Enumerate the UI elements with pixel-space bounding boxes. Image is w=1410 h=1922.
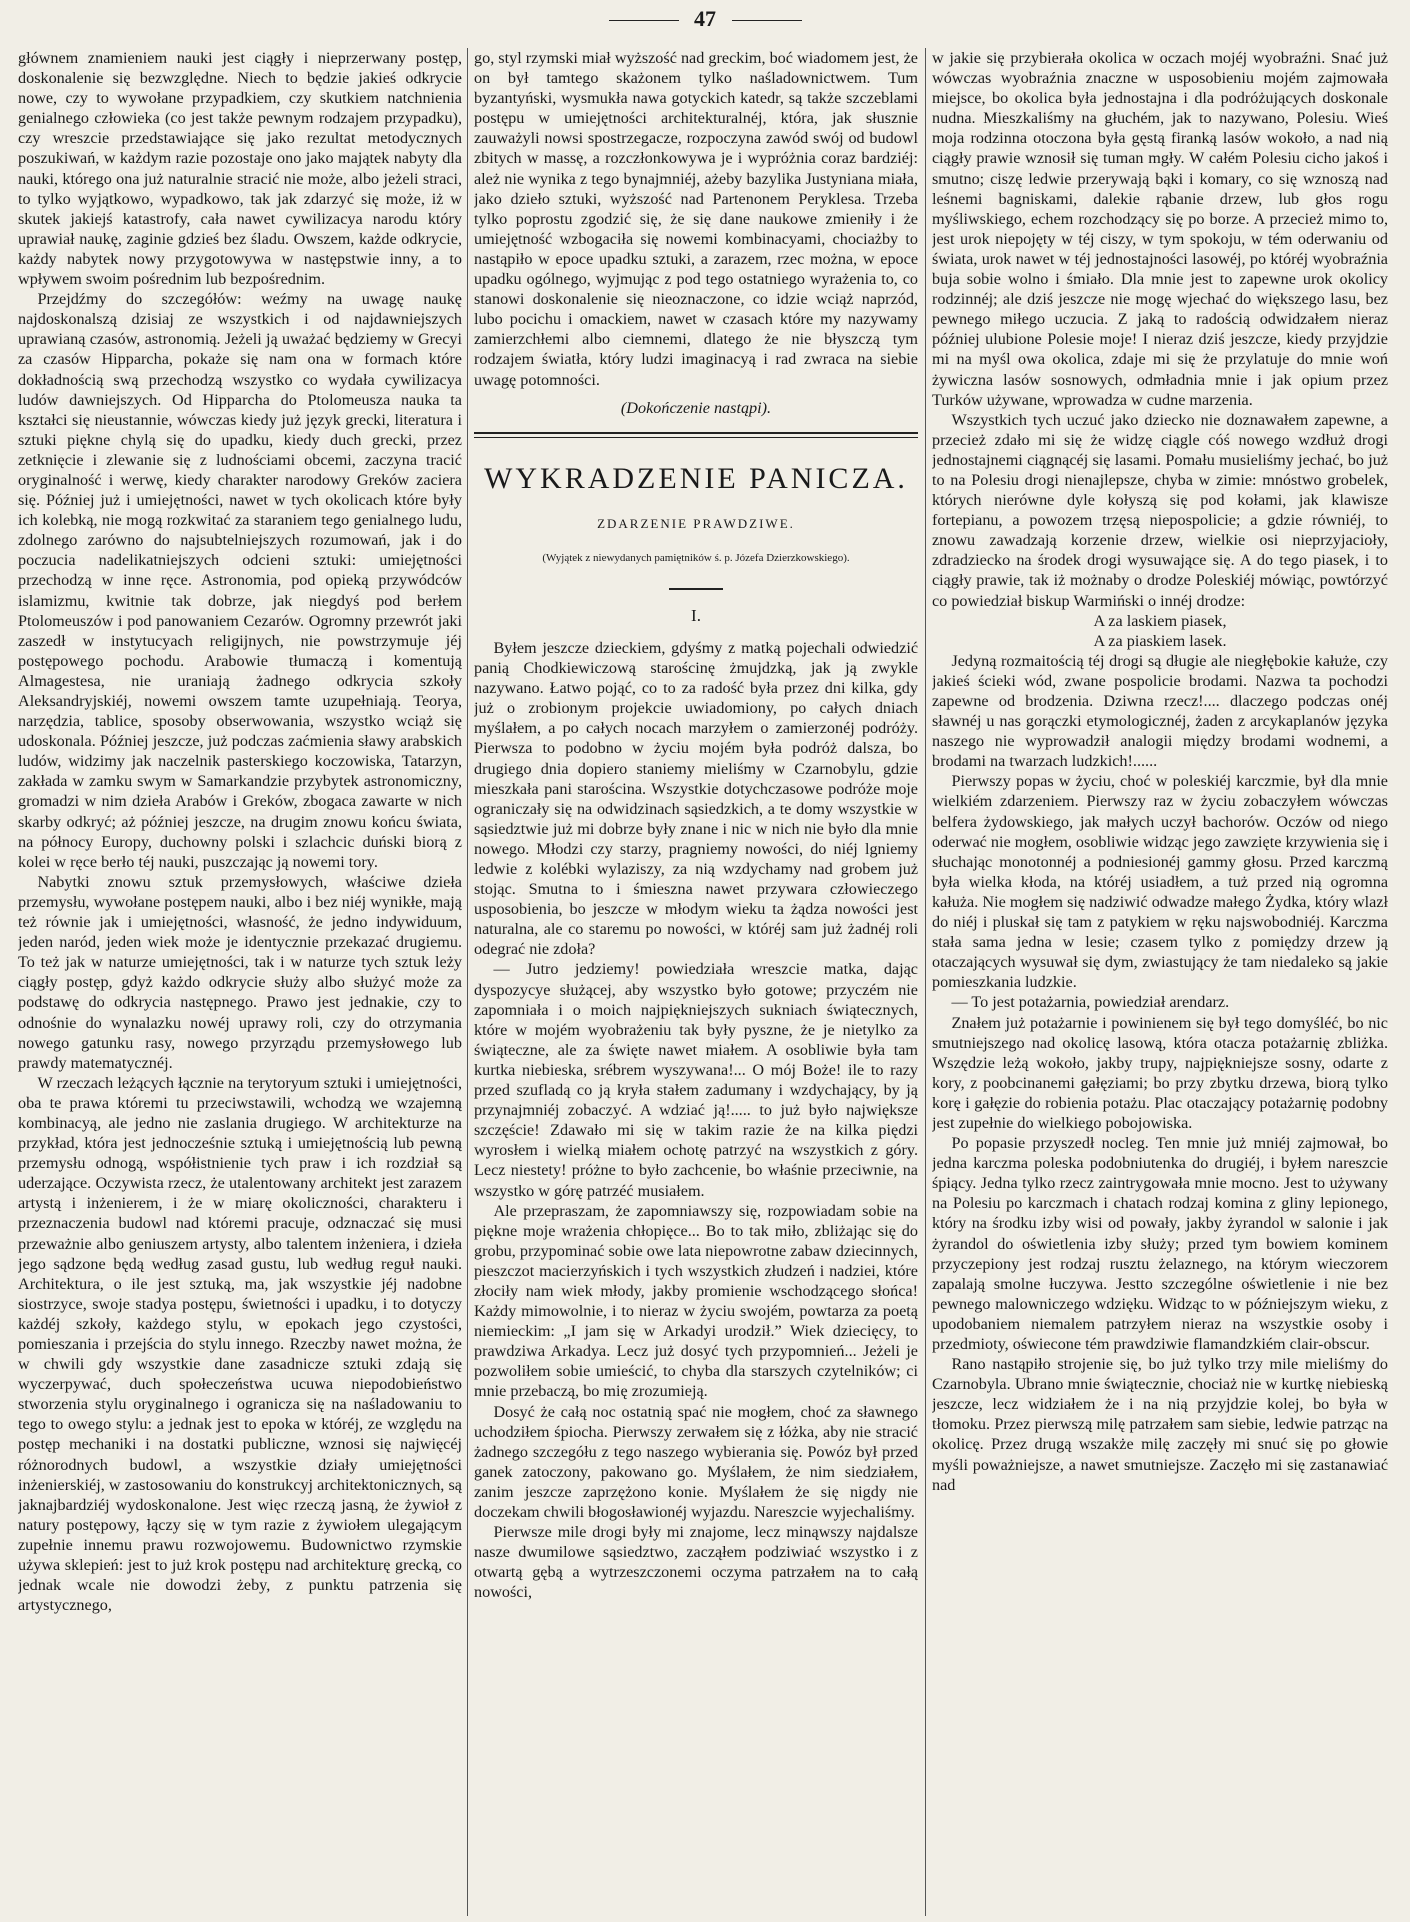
to-be-continued-note: (Dokończenie nastąpi). xyxy=(620,398,772,417)
paragraph: Dosyć że całą noc ostatnią spać nie mogłem, choć za sławnego uchodziłem śpiocha. Pierwszy zerwałem się z łóżka, aby nie stracić żadnego szczegółu z tego naszego wybierania się. Powóz był przed ganek zatoczony, pakowano go. Myślałem, że nim siedziałem, zanim jeszcze zaprzężono konie. Myślałem że się nigdy nie doczekam chwili błogosławionéj wyjazdu. Nareszcie wyjechaliśmy. xyxy=(474,1402,918,1521)
paragraph: Znałem już potażarnie i powinienem się był tego domyśléć, bo nic smutniejszego nad okolicę lasową, która otacza potażarnię zbliżka. Wszędzie leżą wokoło, jakby trupy, najpiękniejsze sosny, odarte z kory, z poobcinanemi gałęziami; bo przy zbytku drzewa, biorą tylko korę i gałęzie do robienia potażu. Plac otaczający potażarnię podobny jest zupełnie do wielkiego pobojowiska. xyxy=(932,1013,1388,1132)
paragraph: głównem znamieniem nauki jest ciągły i nieprzerwany postęp, doskonalenie się bezwzględne. Niech to będzie jakieś odkrycie nowe, czy to wywołane przypadkiem, czy skutkiem natchnienia genialnego człowieka (co jest także pewnym rodzajem przypadku), czy wreszcie przedstawiające się jako rezultat metodycznych poszukiwań, w każdym razie pozostaje ono jako majątek nabyty dla nauki, którego ona już naturalnie stracić nie może, albo jeżeli straci, to tylko wyjątkowo, wypadkowo, tak jak zdarzyć się może, iż w skutek jakiejś katastrofy, cała nawet cywilizacya narodu który uprawiał naukę, zaginie gdzieś bez śladu. Owszem, każde odkrycie, każdy nabytek nowy przygotowywa w następstwie inny, a to wpływem swoim pośrednim lub bezpośrednim. xyxy=(18,49,462,289)
page-number: 47 xyxy=(694,6,716,31)
paragraph: Byłem jeszcze dzieckiem, gdyśmy z matką pojechali odwiedzić panią Chodkiewiczową starościnę żmujdzką, jak ją zwykle nazywano. Łatwo pojąć, co to za radość była przez dni kilka, gdy już o zrobionym projekcie uwiadomiony, po całych dniach myślałem, a po całych nocach marzyłem o zamierzonéj podróży. Pierwsza to podobno w życiu mojém była podróż dalsza, bo drugiego dnia dopiero staniemy mieliśmy w Czarnobylu, gdzie mieszkała pani starościna. Wszystkie dotychczasowe podróże moje ograniczały się na odwidzinach sąsiedzkich, a te domy wszystkie w sąsiedztwie już mi dobrze były znane i nic w nich nie było dla mnie nowego. Młodzi czy starzy, pragniemy nowości, do niéj lgniemy ledwie z kolébki wylaziszy, za nią wzdychamy nad grobem już stojąc. Smutna to i śmieszna nawet przywara człowieczego usposobienia, bo jeszcze w młodym wieku ta żądza nowości jest naturalna, ale co staremu po nowości, w któréj sam już żadnéj roli odegrać nie zdoła? xyxy=(474,638,918,959)
paragraph: Przejdźmy do szczegółów: weźmy na uwagę naukę najdoskonalszą dzisiaj ze wszystkich i od najdawniejszych uprawianą czasów, astronomią. Jeżeli ją uważać będziemy w Grecyi za czasów Hipparcha, pokaże się nam ona w formach które dokładnością swą przechodzą wszystko co wydała cywilizacya ludów dawniejszych. Od Hipparcha do Ptolomeusza nauka ta kształci się nieustannie, wówczas kiedy już język grecki, literatura i sztuki piękne chylą się do upadku, kiedy duch grecki, przez zetknięcie i zlewanie się z ludnościami obcemi, zaczyna tracić oryginalność i werwę, kiedy charakter narodowy Greków zaciera się. Później już i umiejętności, nawet w tych okolicach które były ich kolebką, nie mogą rozkwitać za staraniem tego genialnego ludu, zdolnego zarówno do najsubtelniejszych rozumowań, jak i do poczucia nadelikatniejszych odcieni sztuki: umiejętności przechodzą w inne ręce. Astronomia, pod opieką przywódców islamizmu, kwitnie tak dobrze, jak niegdyś pod berłem Ptolomeuszów i pod panowaniem Cezarów. Ogromny przewrót jaki zaszedł w instytucyach religijnych, nie powstrzymuje jéj postępowego pochodu. Arabowie tłumaczą i komentują Almagestesa, nie uraniają żadnego odkrycia szkoły Aleksandryjskiéj, nowemi owszem tamte uzupełniają. Teorya, narzędzia, tablice, sposoby obserwowania, wszystko wciąż się udoskonala. Później jeszcze, już podczas zaćmienia sławy arabskich ludów, widzimy jak naczelnik pasterskiego koczowiska, Tatarzyn, zakłada w zamku swym w Samarkandzie przybytek astronomiczny, gromadzi w nim dzieła Arabów i Greków, zbogaca zawarte w nich skarby odkryć; aż później jeszcze, na drugim znowu końcu świata, na północy Europy, duchowny polski i szlachcic duński biorą z kolei w ręce berło téj nauki, puszczając ją nowemi tory. xyxy=(18,290,462,871)
page-number-header xyxy=(0,6,1410,32)
column-middle xyxy=(474,48,918,1916)
header-rule-right xyxy=(732,20,802,21)
column-left xyxy=(18,48,462,1916)
paragraph: Ale przepraszam, że zapomniawszy się, rozpowiadam sobie na piękne moje wrażenia chłopięce... Bo to tak miło, zbliżając się do grobu, przypominać sobie owe lata niepowrotne zabaw dziecinnych, pieszczot macierzyńskich i tych wszystkich złudzeń i nadziei, które złociły nam wiek młody, jakby promienie wschodzącego słońca! Każdy mimowolnie, i to nieraz w życiu swojém, powtarza za poetą niemieckim: „I jam się w Arkadyi urodził.” Wiek dziecięcy, to prawdziwa Arkadya. Lecz już dosyć tych przypomnień... Jeżeli je pozwoliłem sobie umieścić, to chyba dla starszych czytelników; ci mnie przebaczą, bo mię zrozumieją. xyxy=(474,1201,918,1401)
article-source-note: (Wyjątek z niewydanych pamiętników ś. p. Józefa Dzierzkowskiego). xyxy=(542,551,850,564)
paragraph: Jedyną rozmaitością téj drogi są długie ale niegłębokie kałuże, czy jakieś ścieki wód, zwane pospolicie brodami. Nazwa ta pochodzi zapewne od brodzenia. Dziwna rzecz!.... dlaczego podczas onéj sławnéj u nas gorączki etymologicznéj, żaden z arcykaplanów języka naszego nie wyprowadził analogii między brodami wodnemi, a brodami na twarzach ludzkich!...... xyxy=(932,651,1388,771)
paragraph: W rzeczach leżących łącznie na terytoryum sztuki i umiejętności, oba te prawa któremi tu przeciwstawili, wchodzą we wzajemną kombinacyą, ale jedno nie zaslania drugiego. W architekturze na przykład, która jest jednocześnie sztuką i umiejętnością lub pewną przemysłu odnogą, współistnienie tych praw i ich rozdział są uderzające. Oczywista rzecz, że utalentowany architekt jest zarazem artystą i inżenierem, i że w miarę okoliczności, charakteru i przeznaczenia budowl nad któremi pracuje, odznaczać się musi przeważnie albo geniuszem artysty, albo talentem inżeniera, i dzieła jego sądzone będą według zasad gustu, lub według reguł nauki. Architektura, o ile jest sztuką, ma, jak wszystkie jéj nadobne siostrzyce, swoje stadya postępu, świetności i upadku, i to dotyczy każdéj szkoły, każdego stylu, w epokach jego czystości, pomieszania i przejścia do stylu innego. Rzeczby nawet można, że w chwili gdy wszystkie dane zasadnicze sztuki zdają się wyczerpywać, duch społeczeństwa ucuwa niepodobieństwo stworzenia stylu oryginalnego i ogranicza się na naśladowaniu to tego to owego stylu: a jednak jest to epoka w któréj, ze względu na postęp mechaniki i na dostatki publiczne, wznosi się najwięcéj różnorodnych budowl, a wszystkie działy umiejętności inżenierskiéj, w zastosowaniu do konstrukcyj architektonicznych, są jaknajbardziéj wydoskonalone. Jest więc rzeczą jasną, że żywioł z natury postępowy, łączy się w tym razie z żywiołem ulegającym zupełnie innemu prawu rozwojowemu. Budownictwo rzymskie używa sklepień: jest to już krok postępu nad architekturę grecką, co jednak wcale nie dowodzi żeby, z punktu patrzenia się artystycznego, xyxy=(18,1073,462,1615)
chapter-number: I. xyxy=(691,605,701,625)
column-divider xyxy=(467,48,468,1916)
paragraph: go, styl rzymski miał wyższość nad greckim, boć wiadomem jest, że on był tamtego skażonem tylko naśladownictwem. Tum byzantyński, wysmukła nawa gotyckich katedr, są także szczeblami postępu w umiejętności architekturalnéj, która, jak słusznie zauważyli nowsi spostrzegacze, rozpoczyna zawód swój od budowl zbitych w massę, a rozczłonkowywa je i wypróżnia coraz bardziéj: ależ nie wynika z tego bynajmniéj, ażeby bazylika Justyniana miała, jako dzieło sztuki, wyższość nad Partenonem Peryklesa. Trzeba tylko poprostu zgodzić się, że się dane naukowe zmieniły i że umiejętność wzbogaciła się nowemi kombinacyami, chociażby to nastąpiło w epoce upadku sztuki, a zarazem, rzec można, w epoce upadku ogólnego, wyjmując z pod tego ostatniego wyrażenia to, co stanowi doskonalenie się nieoznaczone, co idzie wciąż naprzód, lubo pocichu i omackiem, nawet w czasach które my nazywamy zamierzchłemi albo ciemnemi, dlatego że nie błyszczą tym rodzajem światła, który ludzi imaginacyą i rad zwraca na siebie uwagę potomności. xyxy=(474,49,918,389)
verse-line: A za piaskiem lasek. xyxy=(1093,631,1227,650)
paragraph: w jakie się przybierała okolica w oczach mojéj wyobraźni. Snać już wówczas wyobraźnia znaczne w usposobieniu mojém zajmowała miejsce, bo okolica była jednostajna i dla podróżujących doskonale nudna. Mieszkaliśmy na głuchém, jak to nazywano, Polesiu. Wieś moja rodzinna otoczona była gęstą firanką lasów wokoło, a nad nią ciągły prawie wznosił się tuman mgły. W całém Polesiu cicho jakoś i smutno; ciszę ledwie przerywają bąki i komary, co się wznoszą nad leśnemi bagniskami, dalekie rąbanie drzew, lub głos rogu myśliwskiego, echem rozchodzący się po borze. A przecież mimo to, jest urok niepojęty w téj ciszy, w tym spokoju, w tém oderwaniu od świata, urok nawet w téj jednostajności lasowéj, po któréj wyobraźnia buja sobie wolno i śmiało. Dla mnie jest to zapewne urok okolicy rodzinnéj; ale dziś jeszcze nie mogę wjechać do większego lasu, bez pewnego miłego uczucia. Z jaką to radością odwidzałem nieraz później ulubione Polesie moje! I nieraz dziś jeszcze, kiedy przyjdzie mi na myśl owa okolica, zdaje mi się że przylatuje do mnie woń żywiczna lasów sosnowych, odmładnia mnie i jak opium przez Turków używane, wprowadza w cudne marzenia. xyxy=(932,49,1388,409)
article-subtitle: ZDARZENIE PRAWDZIWE. xyxy=(597,515,795,531)
paragraph: — Jutro jedziemy! powiedziała wreszcie matka, dając dyspozycye służącej, aby wszystko było gotowe; przyczém nie zapomniała i o moich najpiękniejszych sukniach świątecznych, które w mojém wyobrażeniu tak były pyszne, że je nietylko za świąteczne, ale za święte nawet miałem. A osobliwie była tam kurtka niebieska, srébrem wyszywana!... O mój Boże! ile to razy przed szufladą co ją kryła stałem zadumany i wzdychający, by ją przynajmniéj zobaczyć. A wdziać ją!..... to już było największe szczęście! Zdawało mi się w takim razie że na kilka piędzi wyrosłem i wielką miałem ochotę patrzyć na wszystkich z góry. Lecz niestety! próżne to było zachcenie, bo właśnie przeciwnie, na wszystko w górę patrzéć musiałem. xyxy=(474,960,918,1200)
paragraph: Pierwszy popas w życiu, choć w poleskiéj karczmie, był dla mnie wielkiém zdarzeniem. Pierwszy raz w życiu zobaczyłem wówczas belfera żydowskiego, jak małych uczył bachorów. Oczów od niego oderwać nie mogłem, osobliwie widząc jego zawzięte krzywienia się i słuchając monotonnéj a podniesionéj gammy głosu. Przed karczmą była wielka kłoda, na któréj usiadłem, a tuż przed nią ogromna kałuża. Nie mogłem się nadziwić odwadze małego Żydka, który wlazł do niéj i pluskał się tam z patykiem w ręku najswobodniéj. Karczma stała sama jedna w lesie; czasem tylko z pomiędzy drzew ją otaczających wysuwał się dym, zwiastujący że tam niedaleko są jakie pomieszkania ludzkie. xyxy=(932,772,1388,992)
header-rule-left xyxy=(609,20,679,21)
verse-line: A za laskiem piasek, xyxy=(1093,611,1227,630)
article-title: WYKRADZENIE PANICZA. xyxy=(484,461,908,495)
short-divider xyxy=(669,588,723,590)
column-right xyxy=(932,48,1388,1916)
paragraph: Nabytki znowu sztuk przemysłowych, właściwe dzieła przemysłu, wywołane postępem nauki, albo i bez niéj wynikłe, mają też równie jak i umiejętności, własność, że jedno indywiduum, jeden naród, jeden wiek może je identycznie przekazać drugiemu. To też jak w naturze umiejętności, tak i w naturze tych sztuk leży ciągły postęp, gdyż każdo odkrycie służy albo służyć może za podstawę do odkrycia następnego. Prawo jest jednakie, czy to odnośnie do wynalazku nowéj uprawy roli, czy do otrzymania nowego gatunku rasy, nowego przyrządu przemysłowego lub prawdy matematycznéj. xyxy=(18,872,462,1072)
paragraph: Wszystkich tych uczuć jako dziecko nie doznawałem zapewne, a przecież zdało mi się że widzę ciągle cóś nowego wzdłuż drogi jednostajnemi ciągnącéj się lasami. Pomału musieliśmy jechać, bo już to na Polesiu drogi nienajlepsze, chyba w zimie: mnóstwo grobelek, których nierówne dyle kołyszą się pod kołami, jak klawisze fortepianu, a powozem trzęsą niepospolicie; a gdzie równiéj, to znowu zawadzają korzenie drzew, wielkie osi nieprzyjacioły, zdradziecko na środek drogi wysuwające się. A do tego piasek, i to ciągły prawie, tak iż możnaby o drodze Poleskiéj mówiąc, powtórzyć co powiedział biskup Warmiński o innéj drodze: xyxy=(932,410,1388,610)
paragraph: — To jest potażarnia, powiedział arendarz. xyxy=(951,993,1230,1012)
section-divider xyxy=(474,432,918,438)
column-divider xyxy=(925,48,926,1916)
paragraph: Po popasie przyszedł nocleg. Ten mnie już mniéj zajmował, bo jedna karczma poleska podobniutenka do drugiéj, i byłem nareszcie śpiący. Jedna tylko rzecz zaintrygowała mnie mocno. Jest to używany na Polesiu po karczmach i chatach rodzaj komina z gliny lepionego, który na środku izby wisi od powały, jakby żyrandol w salonie i jak żyrandol do oświetlenia izby służy; przed tym bowiem kominem przyczepiony jest rodzaj rusztu żelaznego, na którym wieczorem zapalają smolne łuczywa. Jestto szczególne oświetlenie i nie bez pewnego malowniczego wdzięku. Widząc to w późniejszym wieku, z upodobaniem niemalem patrzyłem nieraz na wszystkie osoby i przedmioty, oświecone tém prawdziwie flamandzkiém clair-obscur. xyxy=(932,1134,1388,1353)
paragraph: Rano nastąpiło strojenie się, bo już tylko trzy mile mieliśmy do Czarnobyla. Ubrano mnie świątecznie, chociaż nie w kurtkę niebieską jeszcze, lecz widziałem że i na nią przyjdzie kolej, bo była w tłomoku. Przez pierwszą milę patrzałem sam siebie, ledwie patrząc na okolicę. Przez drugą wszakże milę zaczęły mi snuć się po głowie myśli poważniejsze, a nawet smutniejsze. Zaczęło mi się zastanawiać nad xyxy=(932,1355,1388,1494)
paragraph: Pierwsze mile drogi były mi znajome, lecz minąwszy najdalsze nasze dwumilowe sąsiedztwo, zacząłem podziwiać wszystko i z otwartą gębą a wytrzeszczonemi oczyma patrzałem na to całą nowości, xyxy=(474,1523,918,1602)
